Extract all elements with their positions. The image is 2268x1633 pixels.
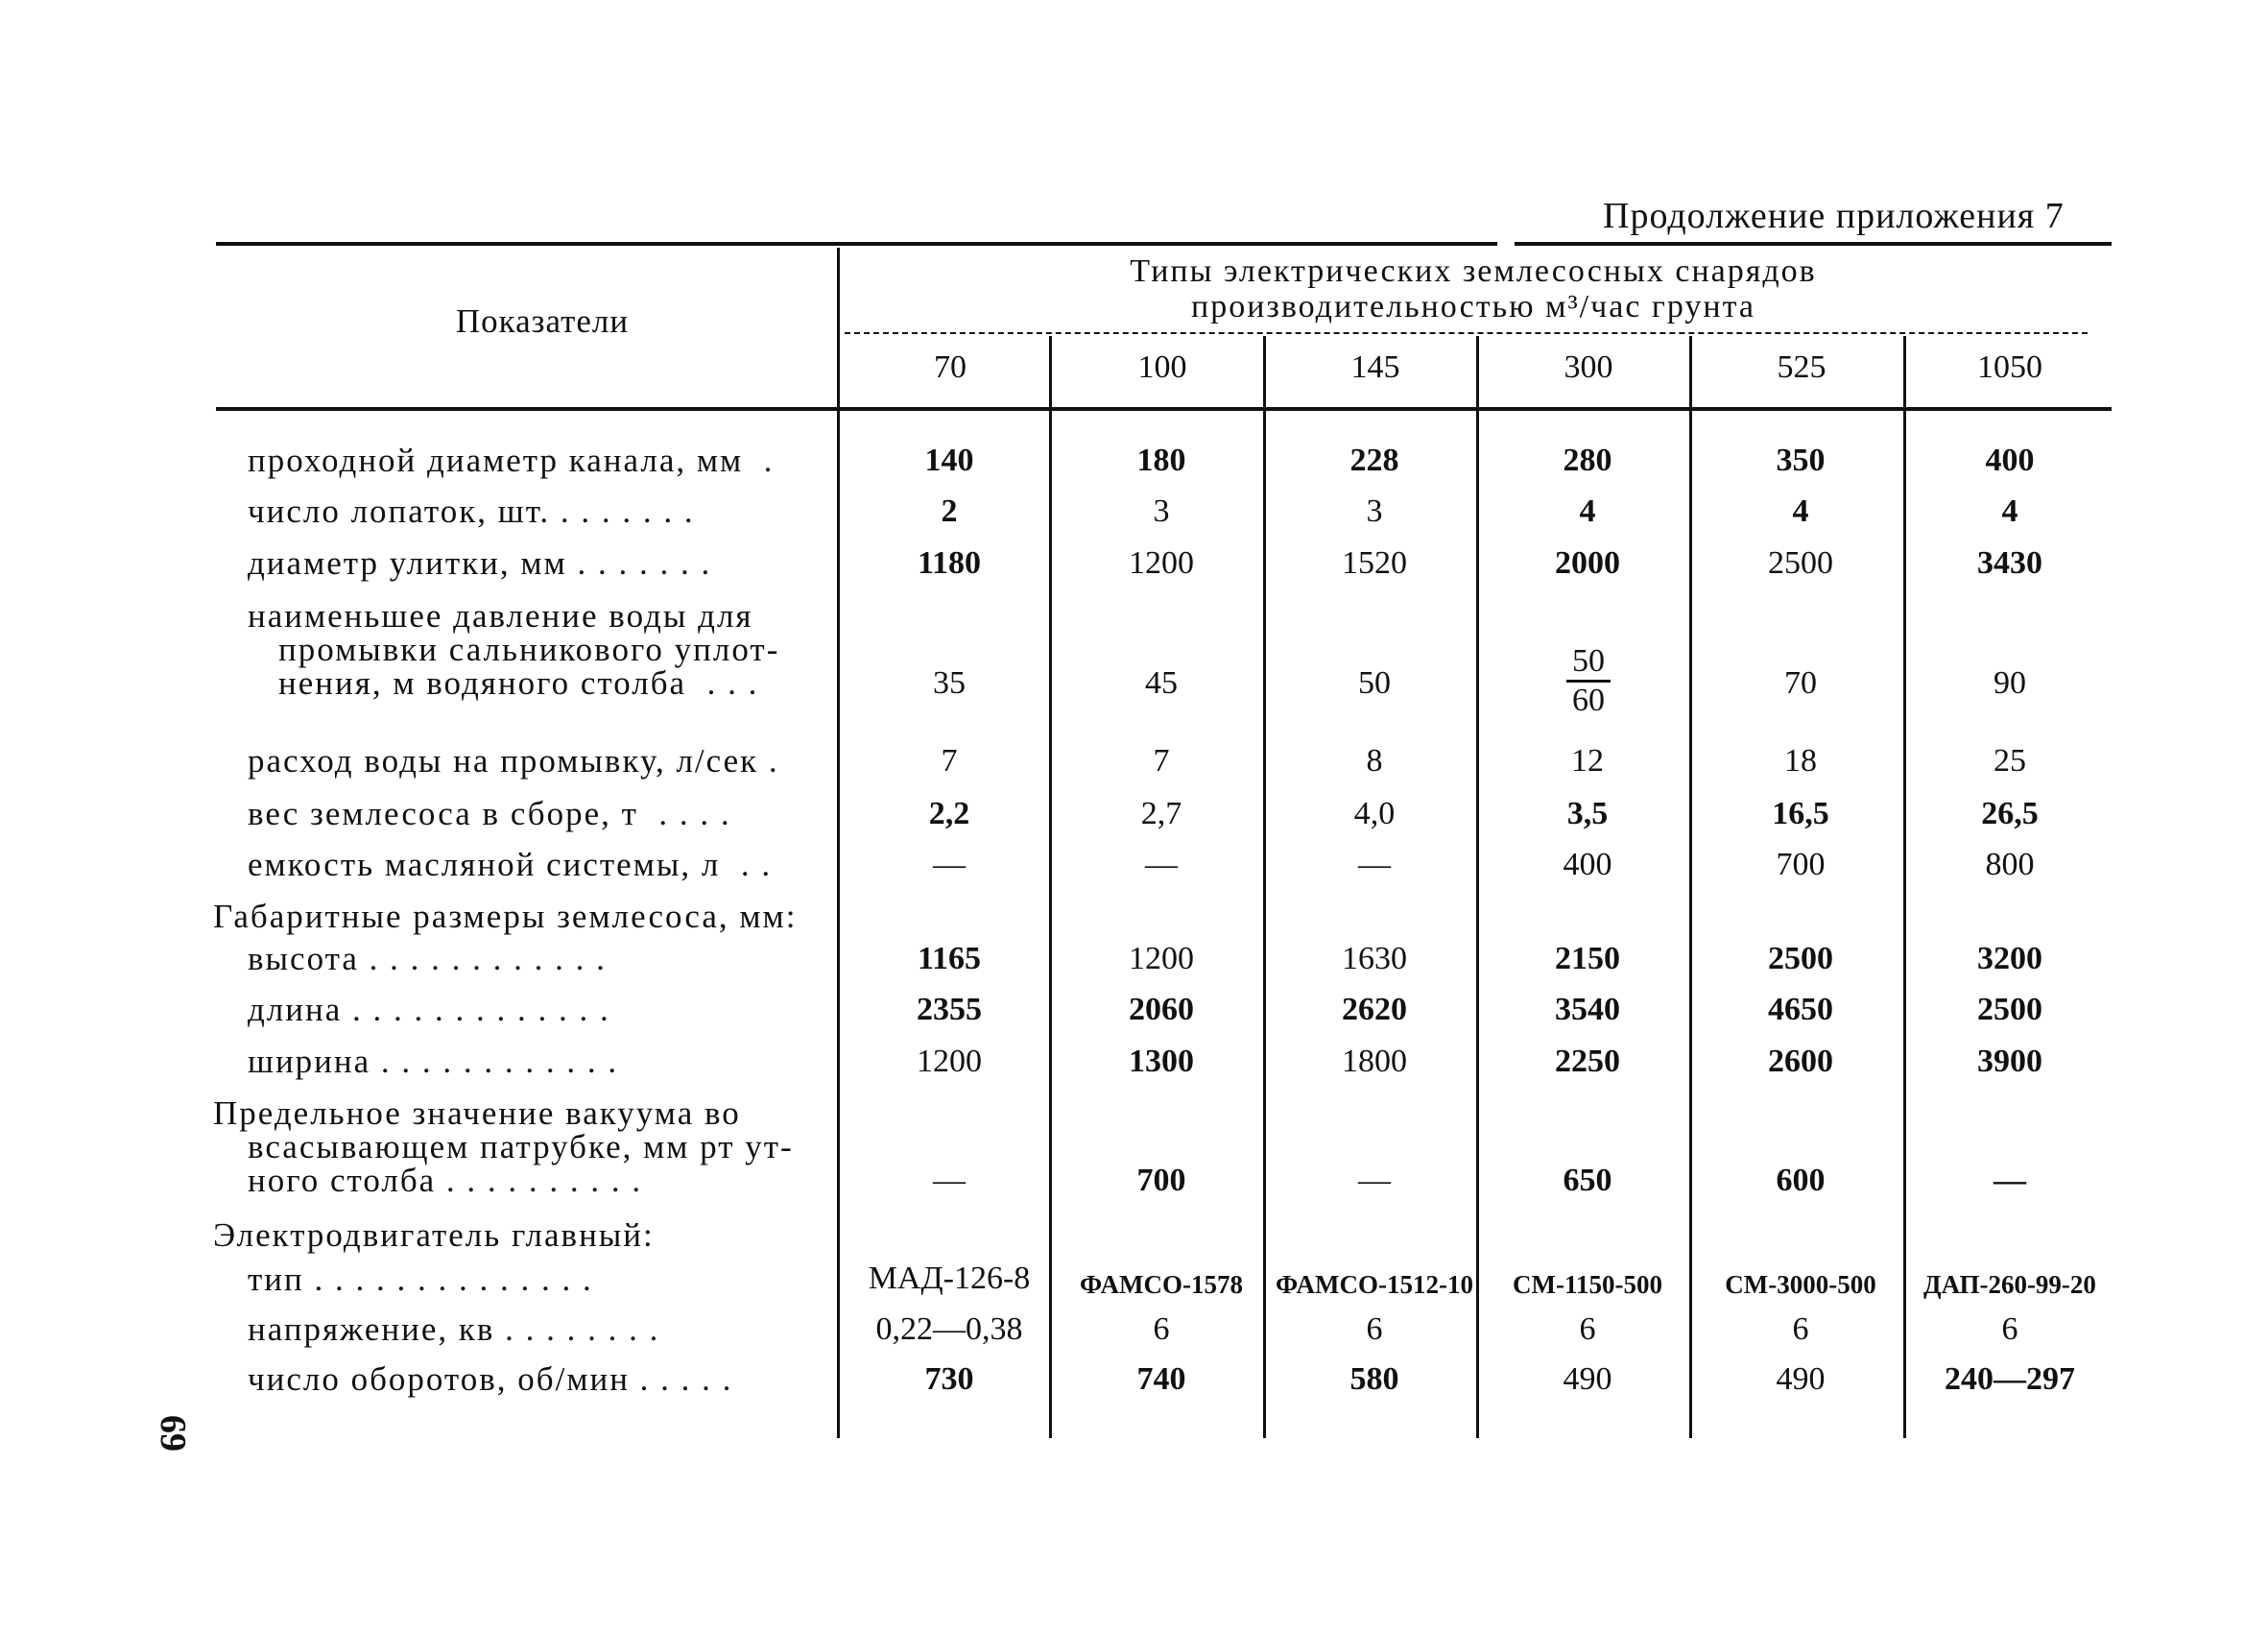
table-cell: 800 bbox=[1985, 847, 2035, 882]
table-cell: 90 bbox=[1993, 665, 2026, 701]
table-cell: 7 bbox=[1153, 743, 1170, 779]
row-label: Электродвигатель главный: bbox=[213, 1216, 655, 1254]
table-cell: 4 bbox=[1792, 493, 1809, 529]
page-number: 69 bbox=[153, 1415, 193, 1452]
table-cell: 3900 bbox=[1977, 1044, 2042, 1079]
table-cell: СМ-3000-500 bbox=[1725, 1270, 1876, 1299]
table-cell: — bbox=[1145, 847, 1178, 882]
table-cell: 1200 bbox=[1129, 545, 1194, 581]
row-label: всасывающем патрубке, мм рт ут- bbox=[248, 1128, 794, 1165]
table-cell: 740 bbox=[1136, 1361, 1186, 1397]
table-cell: 1200 bbox=[1129, 941, 1194, 976]
table-cell: 650 bbox=[1563, 1163, 1612, 1198]
table-cell: 6 bbox=[1366, 1311, 1383, 1347]
table-cell: 4 bbox=[1579, 493, 1596, 529]
row-label: Предельное значение вакуума во bbox=[213, 1094, 741, 1132]
table-cell: 16,5 bbox=[1772, 796, 1829, 831]
table-cell: 2600 bbox=[1768, 1044, 1833, 1079]
table-cell: 2,7 bbox=[1140, 796, 1182, 831]
table-cell: 6 bbox=[1792, 1311, 1809, 1347]
top-rule-left bbox=[216, 242, 1497, 246]
table-cell: 6 bbox=[2001, 1311, 2018, 1347]
table-cell: 3200 bbox=[1977, 941, 2042, 976]
table-cell: 3430 bbox=[1977, 545, 2042, 581]
group-header bbox=[845, 253, 2102, 328]
table-cell: 4 bbox=[2001, 493, 2018, 529]
table-cell: 12 bbox=[1571, 743, 1604, 779]
row-label: напряжение, кв . . . . . . . . bbox=[248, 1310, 660, 1348]
table-cell: 70 bbox=[1784, 665, 1817, 701]
col-head-525: 525 bbox=[1777, 349, 1826, 385]
table-cell: 1165 bbox=[917, 941, 982, 976]
table-cell: 1800 bbox=[1342, 1044, 1407, 1079]
row-label: Габаритные размеры землесоса, мм: bbox=[213, 898, 798, 935]
table-cell: 2500 bbox=[1977, 992, 2042, 1027]
row-label: число оборотов, об/мин . . . . . bbox=[248, 1360, 733, 1398]
table-cell: 45 bbox=[1145, 665, 1178, 701]
table-cell: 400 bbox=[1563, 847, 1612, 882]
table-cell: 350 bbox=[1776, 443, 1826, 478]
table-cell: 1300 bbox=[1129, 1044, 1194, 1079]
table-cell: 35 bbox=[933, 665, 966, 701]
table-cell: — bbox=[933, 1163, 966, 1198]
table-cell: ФАМСО-1512-10 bbox=[1276, 1270, 1473, 1299]
table-cell: 580 bbox=[1349, 1361, 1399, 1397]
table-cell: 50 bbox=[1358, 665, 1391, 701]
table-cell: 1520 bbox=[1342, 545, 1407, 581]
row-label: промывки сальникового уплот- bbox=[278, 631, 780, 668]
table-cell: 2500 bbox=[1768, 941, 1833, 976]
row-label: тип . . . . . . . . . . . . . . bbox=[248, 1261, 593, 1298]
fraction-bottom: 60 bbox=[1572, 683, 1605, 718]
table-cell: 26,5 bbox=[1981, 796, 2039, 831]
table-cell: 700 bbox=[1136, 1163, 1186, 1198]
table-cell: 7 bbox=[941, 743, 958, 779]
table-cell: — bbox=[933, 847, 966, 882]
table-cell: 600 bbox=[1776, 1163, 1826, 1198]
table-cell: 2355 bbox=[917, 992, 982, 1027]
table-cell: 3,5 bbox=[1566, 796, 1609, 831]
table-cell: 2000 bbox=[1555, 545, 1620, 581]
table-cell: 6 bbox=[1579, 1311, 1596, 1347]
row-label: наименьшее давление воды для bbox=[248, 597, 753, 635]
row-label: проходной диаметр канала, мм . bbox=[248, 442, 775, 479]
table-cell: 730 bbox=[924, 1361, 974, 1397]
fraction-top: 50 bbox=[1572, 643, 1605, 679]
table-cell: 8 bbox=[1366, 743, 1383, 779]
table-cell: 140 bbox=[924, 443, 974, 478]
table-cell: 3 bbox=[1366, 493, 1383, 529]
header-bottom-rule bbox=[216, 407, 2112, 411]
col-head-1050: 1050 bbox=[1977, 349, 2042, 385]
table-cell: 700 bbox=[1776, 847, 1826, 882]
group-header-line1: Типы электрических землесосных снарядов bbox=[1130, 253, 1817, 289]
group-header-rule bbox=[845, 332, 2088, 334]
row-label: высота . . . . . . . . . . . . bbox=[248, 940, 607, 977]
table-cell: 6 bbox=[1153, 1311, 1170, 1347]
table-cell: 180 bbox=[1136, 443, 1186, 478]
table-cell: СМ-1150-500 bbox=[1513, 1270, 1662, 1299]
table-cell: 400 bbox=[1985, 443, 2035, 478]
col-head-145: 145 bbox=[1350, 349, 1400, 385]
col-divider-0 bbox=[837, 248, 840, 1438]
table-cell: 280 bbox=[1563, 443, 1612, 478]
table-cell: ДАП-260-99-20 bbox=[1923, 1270, 2096, 1299]
group-header-line2: производительностью м³/час грунта bbox=[1191, 289, 1755, 324]
top-rule-right bbox=[1515, 242, 2112, 246]
table-cell: 2,2 bbox=[928, 796, 970, 831]
table-cell: 2250 bbox=[1555, 1044, 1620, 1079]
row-label: емкость масляной системы, л . . bbox=[248, 846, 773, 883]
table-cell: 25 bbox=[1993, 743, 2026, 779]
table-cell: 2 bbox=[941, 493, 958, 529]
col-head-300: 300 bbox=[1564, 349, 1613, 385]
table-cell: МАД-126-8 bbox=[868, 1261, 1031, 1296]
fraction-cell bbox=[1482, 643, 1695, 719]
row-label: диаметр улитки, мм . . . . . . . bbox=[248, 544, 712, 582]
table-cell: 4,0 bbox=[1353, 796, 1396, 831]
row-label: длина . . . . . . . . . . . . . bbox=[248, 991, 610, 1028]
row-label: число лопаток, шт. . . . . . . . bbox=[248, 492, 695, 530]
table-cell: 18 bbox=[1784, 743, 1817, 779]
table-cell: — bbox=[1358, 847, 1391, 882]
table-cell: 3 bbox=[1153, 493, 1170, 529]
row-label: вес землесоса в сборе, т . . . . bbox=[248, 795, 731, 832]
table-cell: 4650 bbox=[1768, 992, 1833, 1027]
table-cell: 240—297 bbox=[1945, 1361, 2075, 1397]
table-cell: 2500 bbox=[1768, 545, 1833, 581]
col-head-70: 70 bbox=[934, 349, 967, 385]
table-cell: 490 bbox=[1563, 1361, 1612, 1397]
row-label: ширина . . . . . . . . . . . . bbox=[248, 1043, 619, 1080]
table-cell: ФАМСО-1578 bbox=[1080, 1270, 1243, 1299]
table-cell: 490 bbox=[1776, 1361, 1826, 1397]
table-cell: 228 bbox=[1349, 443, 1399, 478]
table-cell: 1630 bbox=[1342, 941, 1407, 976]
table-cell: — bbox=[1993, 1163, 2026, 1198]
indicator-header: Показатели bbox=[455, 302, 630, 340]
caption: Продолжение приложения 7 bbox=[1603, 196, 2065, 236]
table-cell: — bbox=[1358, 1163, 1391, 1198]
table-cell: 2620 bbox=[1342, 992, 1407, 1027]
table-cell: 3540 bbox=[1555, 992, 1620, 1027]
table-cell: 2150 bbox=[1555, 941, 1620, 976]
table-cell: 0,22—0,38 bbox=[875, 1311, 1023, 1347]
table-cell: 2060 bbox=[1129, 992, 1194, 1027]
table-cell: 1200 bbox=[917, 1044, 982, 1079]
col-head-100: 100 bbox=[1137, 349, 1187, 385]
row-label: нения, м водяного столба . . . bbox=[278, 664, 759, 702]
row-label: расход воды на промывку, л/сек . bbox=[248, 742, 779, 780]
row-label: ного столба . . . . . . . . . . bbox=[248, 1162, 643, 1199]
table-cell: 1180 bbox=[917, 545, 982, 581]
